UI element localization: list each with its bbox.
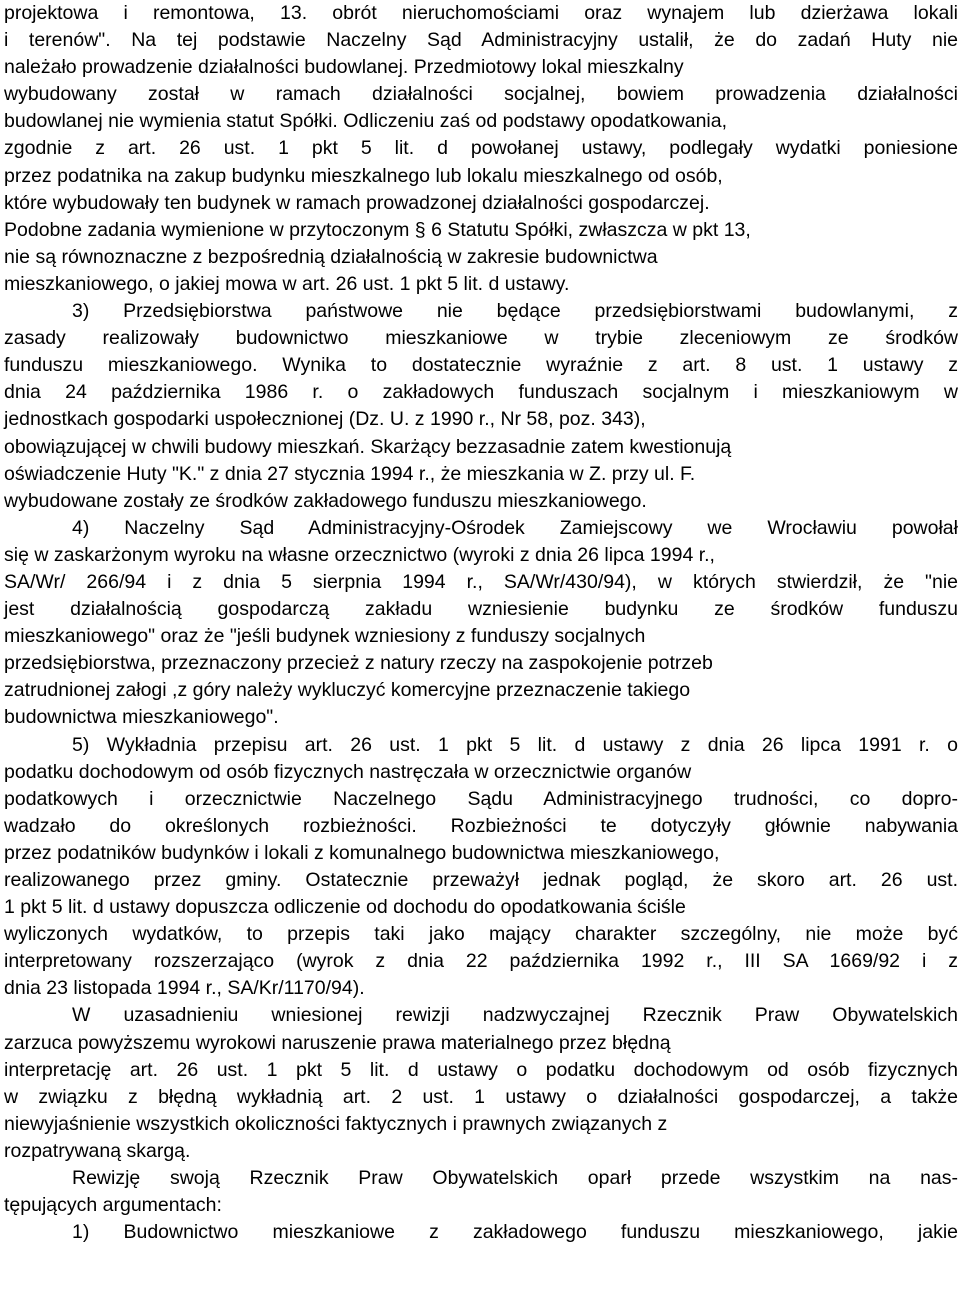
text-line: 3) Przedsiębiorstwa państwowe nie będące przedsiębiorstwami budowlanymi, z	[72, 300, 958, 323]
text-line: 1) Budownictwo mieszkaniowe z zakładowego funduszu mieszkaniowego, jakie	[72, 1221, 958, 1244]
document-page	[4, 0, 958, 1246]
text-line: oświadczenie Huty "K." z dnia 27 stycznia 1994 r., że mieszkania w Z. przy ul. F.	[4, 462, 696, 485]
text-line: obowiązującej w chwili budowy mieszkań. Skarżący bezzasadnie zatem kwestionują	[4, 435, 732, 458]
text-line: funduszu mieszkaniowego. Wynika to dostatecznie wyraźnie z art. 8 ust. 1 ustawy z	[4, 354, 958, 377]
text-line: realizowanego przez gminy. Ostatecznie przeważył jednak pogląd, że skoro art. 26 ust.	[4, 869, 958, 891]
text-line: 1 pkt 5 lit. d ustawy dopuszcza odliczenie od dochodu do opodatkowania ściśle	[4, 896, 686, 919]
text-line: budowlanej nie wymienia statut Spółki. Odliczeniu zaś od podstawy opodatkowania,	[4, 110, 728, 133]
text-line: się w zaskarżonym wyroku na własne orzecznictwo (wyroki z dnia 26 lipca 1994 r.,	[4, 543, 715, 566]
text-line: interpretację art. 26 ust. 1 pkt 5 lit. d ustawy o podatku dochodowym od osób fizycznych	[4, 1058, 958, 1081]
text-line: rozpatrywaną skargą.	[4, 1139, 191, 1162]
text-line: tępujących argumentach:	[4, 1194, 222, 1217]
text-line: Rewizję swoją Rzecznik Praw Obywatelskich oparł przede wszystkim na nas-	[72, 1167, 958, 1190]
text-line: zasady realizowały budownictwo mieszkaniowe w trybie zleceniowym ze środków	[4, 327, 958, 350]
text-line: wybudowany został w ramach działalności socjalnej, bowiem prowadzenia działalności	[4, 83, 958, 106]
text-line: niewyjaśnienie wszystkich okoliczności faktycznych i prawnych związanych z	[4, 1112, 668, 1135]
text-line: przez podatnika na zakup budynku mieszkalnego lub lokalu mieszkalnego od osób,	[4, 164, 723, 187]
text-line: zatrudnionej załogi ,z góry należy wykluczyć komercyjne przeznaczenie takiego	[4, 679, 691, 702]
text-line: należało prowadzenie działalności budowlanej. Przedmiotowy lokal mieszkalny	[4, 56, 684, 79]
text-line: projektowa i remontowa, 13. obrót nieruchomościami oraz wynajem lub dzierżawa lokali	[4, 2, 958, 24]
text-line: dnia 23 listopada 1994 r., SA/Kr/1170/94).	[4, 977, 365, 1000]
text-line: w związku z błędną wykładnią art. 2 ust. 1 ustawy o działalności gospodarczej, a także	[4, 1085, 958, 1108]
text-line: budownictwa mieszkaniowego".	[4, 706, 279, 729]
text-line: SA/Wr/ 266/94 i z dnia 5 sierpnia 1994 r., SA/Wr/430/94), w których stwierdził, że "nie	[4, 570, 958, 593]
text-line: nie są równoznaczne z bezpośrednią działalnością w zakresie budownictwa	[4, 245, 658, 268]
text-line: jest działalnością gospodarczą zakładu wzniesienie budynku ze środków funduszu	[4, 598, 958, 621]
text-line: wyliczonych wydatków, to przepis taki jako mający charakter szczególny, nie może być	[4, 923, 958, 946]
text-line: podatkowych i orzecznictwie Naczelnego Sądu Administracyjnego trudności, co dopro-	[4, 787, 958, 810]
text-line: mieszkaniowego" oraz że "jeśli budynek wzniesiony z funduszy socjalnych	[4, 625, 646, 648]
text-line: jednostkach gospodarki uspołecznionej (Dz. U. z 1990 r., Nr 58, poz. 343),	[4, 408, 646, 431]
text-line: zarzuca powyższemu wyrokowi naruszenie prawa materialnego przez błędną	[4, 1031, 671, 1054]
text-line: wybudowane zostały ze środków zakładowego funduszu mieszkaniowego.	[4, 489, 647, 512]
text-line: mieszkaniowego, o jakiej mowa w art. 26 ust. 1 pkt 5 lit. d ustawy.	[4, 272, 570, 295]
text-line: Podobne zadania wymienione w przytoczonym § 6 Statutu Spółki, zwłaszcza w pkt 13,	[4, 218, 751, 241]
text-line: 5) Wykładnia przepisu art. 26 ust. 1 pkt 5 lit. d ustawy z dnia 26 lipca 1991 r. o	[72, 733, 958, 756]
text-line: wadzało do określonych rozbieżności. Rozbieżności te dotyczyły głównie nabywania	[4, 814, 958, 837]
text-line: które wybudowały ten budynek w ramach prowadzonej działalności gospodarczej.	[4, 191, 710, 214]
text-line: przez podatników budynków i lokali z komunalnego budownictwa mieszkaniowego,	[4, 841, 720, 864]
text-line: zgodnie z art. 26 ust. 1 pkt 5 lit. d powołanej ustawy, podlegały wydatki poniesione	[4, 137, 958, 160]
text-line: przedsiębiorstwa, przeznaczony przecież z natury rzeczy na zaspokojenie potrzeb	[4, 652, 713, 675]
text-line: dnia 24 października 1986 r. o zakładowych funduszach socjalnym i mieszkaniowym w	[4, 381, 958, 404]
text-line: i terenów". Na tej podstawie Naczelny Sąd Administracyjny ustalił, że do zadań Huty nie	[4, 29, 958, 52]
text-line: 4) Naczelny Sąd Administracyjny-Ośrodek Zamiejscowy we Wrocławiu powołał	[72, 516, 958, 539]
text-line: interpretowany rozszerzająco (wyrok z dnia 22 października 1992 r., III SA 1669/92 i z	[4, 950, 958, 973]
text-line: W uzasadnieniu wniesionej rewizji nadzwyczajnej Rzecznik Praw Obywatelskich	[72, 1004, 958, 1027]
text-line: podatku dochodowym od osób fizycznych nastręczała w orzecznictwie organów	[4, 760, 692, 783]
